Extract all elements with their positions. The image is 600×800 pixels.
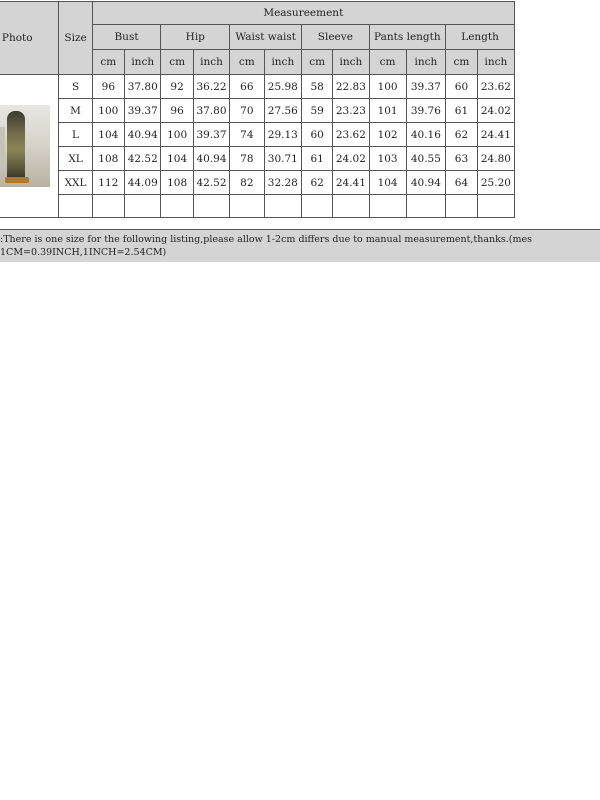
empty-cell [92, 195, 124, 218]
table-row [0, 171, 515, 195]
group-header: Bust [92, 25, 161, 50]
value-cell: 40.94 [125, 123, 161, 147]
group-header: Hip [161, 25, 230, 50]
group-header: Pants length [369, 25, 446, 50]
unit-header: inch [477, 50, 514, 75]
value-cell: 103 [369, 147, 406, 171]
empty-cell [193, 195, 229, 218]
value-cell: 108 [161, 171, 193, 195]
value-cell: 108 [92, 147, 124, 171]
empty-row [0, 195, 515, 218]
value-cell: 100 [161, 123, 193, 147]
value-cell: 24.41 [477, 123, 514, 147]
value-cell: 29.13 [264, 123, 302, 147]
size-cell: L [59, 123, 92, 147]
value-cell: 78 [230, 147, 264, 171]
value-cell: 42.52 [193, 171, 229, 195]
empty-cell [161, 195, 193, 218]
value-cell: 40.16 [406, 123, 445, 147]
empty-cell [125, 195, 161, 218]
group-header: Sleeve [302, 25, 369, 50]
table-row [0, 147, 515, 171]
value-cell: 39.37 [406, 75, 445, 99]
size-chart [0, 0, 600, 262]
value-cell: 40.55 [406, 147, 445, 171]
value-cell: 64 [446, 171, 478, 195]
value-cell: 61 [446, 99, 478, 123]
value-cell: 61 [302, 147, 333, 171]
unit-header: inch [264, 50, 302, 75]
value-cell: 100 [92, 99, 124, 123]
size-cell: M [59, 99, 92, 123]
value-cell: 101 [369, 99, 406, 123]
value-cell: 25.98 [264, 75, 302, 99]
value-cell: 32.28 [264, 171, 302, 195]
unit-header: cm [230, 50, 264, 75]
value-cell: 40.94 [193, 147, 229, 171]
value-cell: 24.02 [477, 99, 514, 123]
table-row [0, 123, 515, 147]
unit-header: inch [193, 50, 229, 75]
photo-header: Photo [0, 2, 59, 75]
value-cell: 44.09 [125, 171, 161, 195]
unit-header: inch [333, 50, 369, 75]
value-cell: 59 [302, 99, 333, 123]
measurement-header: Measureement [92, 2, 514, 25]
value-cell: 62 [302, 171, 333, 195]
value-cell: 70 [230, 99, 264, 123]
empty-cell [406, 195, 445, 218]
empty-cell [230, 195, 264, 218]
size-cell: XXL [59, 171, 92, 195]
value-cell: 60 [446, 75, 478, 99]
size-header: Size [59, 2, 92, 75]
value-cell: 24.80 [477, 147, 514, 171]
unit-header: inch [406, 50, 445, 75]
value-cell: 23.62 [333, 123, 369, 147]
value-cell: 36.22 [193, 75, 229, 99]
value-cell: 60 [302, 123, 333, 147]
value-cell: 27.56 [264, 99, 302, 123]
size-cell: S [59, 75, 92, 99]
value-cell: 24.41 [333, 171, 369, 195]
empty-cell [477, 195, 514, 218]
measurement-note [0, 229, 600, 262]
value-cell: 25.20 [477, 171, 514, 195]
size-table [0, 1, 515, 218]
value-cell: 24.02 [333, 147, 369, 171]
value-cell: 112 [92, 171, 124, 195]
value-cell: 39.76 [406, 99, 445, 123]
unit-header: cm [161, 50, 193, 75]
value-cell: 74 [230, 123, 264, 147]
value-cell: 37.80 [193, 99, 229, 123]
empty-cell [333, 195, 369, 218]
value-cell: 104 [369, 171, 406, 195]
value-cell: 63 [446, 147, 478, 171]
photo-cell [0, 75, 59, 218]
value-cell: 22.83 [333, 75, 369, 99]
empty-cell [302, 195, 333, 218]
empty-cell [369, 195, 406, 218]
table-row [0, 99, 515, 123]
value-cell: 23.62 [477, 75, 514, 99]
value-cell: 100 [369, 75, 406, 99]
table-row [0, 75, 515, 99]
group-header: Waist waist [230, 25, 302, 50]
value-cell: 104 [92, 123, 124, 147]
value-cell: 39.37 [193, 123, 229, 147]
value-cell: 58 [302, 75, 333, 99]
value-cell: 96 [92, 75, 124, 99]
value-cell: 82 [230, 171, 264, 195]
value-cell: 92 [161, 75, 193, 99]
group-header: Length [446, 25, 515, 50]
unit-header: cm [369, 50, 406, 75]
unit-header: cm [92, 50, 124, 75]
value-cell: 102 [369, 123, 406, 147]
unit-header: cm [302, 50, 333, 75]
note-line-2: 1CM=0.39INCH,1INCH=2.54CM) [0, 247, 167, 258]
size-cell: XL [59, 147, 92, 171]
unit-header: inch [125, 50, 161, 75]
unit-header: cm [446, 50, 478, 75]
empty-cell [446, 195, 478, 218]
value-cell: 104 [161, 147, 193, 171]
note-line-1: :There is one size for the following listing,please allow 1-2cm differs due to manual measurement,thanks.(mes [0, 234, 533, 245]
value-cell: 62 [446, 123, 478, 147]
value-cell: 66 [230, 75, 264, 99]
value-cell: 96 [161, 99, 193, 123]
photo-shoes [5, 177, 29, 183]
value-cell: 37.80 [125, 75, 161, 99]
product-photo [0, 105, 50, 187]
value-cell: 23.23 [333, 99, 369, 123]
value-cell: 39.37 [125, 99, 161, 123]
photo-chair [0, 127, 5, 167]
photo-model [7, 111, 25, 181]
value-cell: 40.94 [406, 171, 445, 195]
value-cell: 30.71 [264, 147, 302, 171]
empty-cell [59, 195, 92, 218]
value-cell: 42.52 [125, 147, 161, 171]
empty-cell [264, 195, 302, 218]
